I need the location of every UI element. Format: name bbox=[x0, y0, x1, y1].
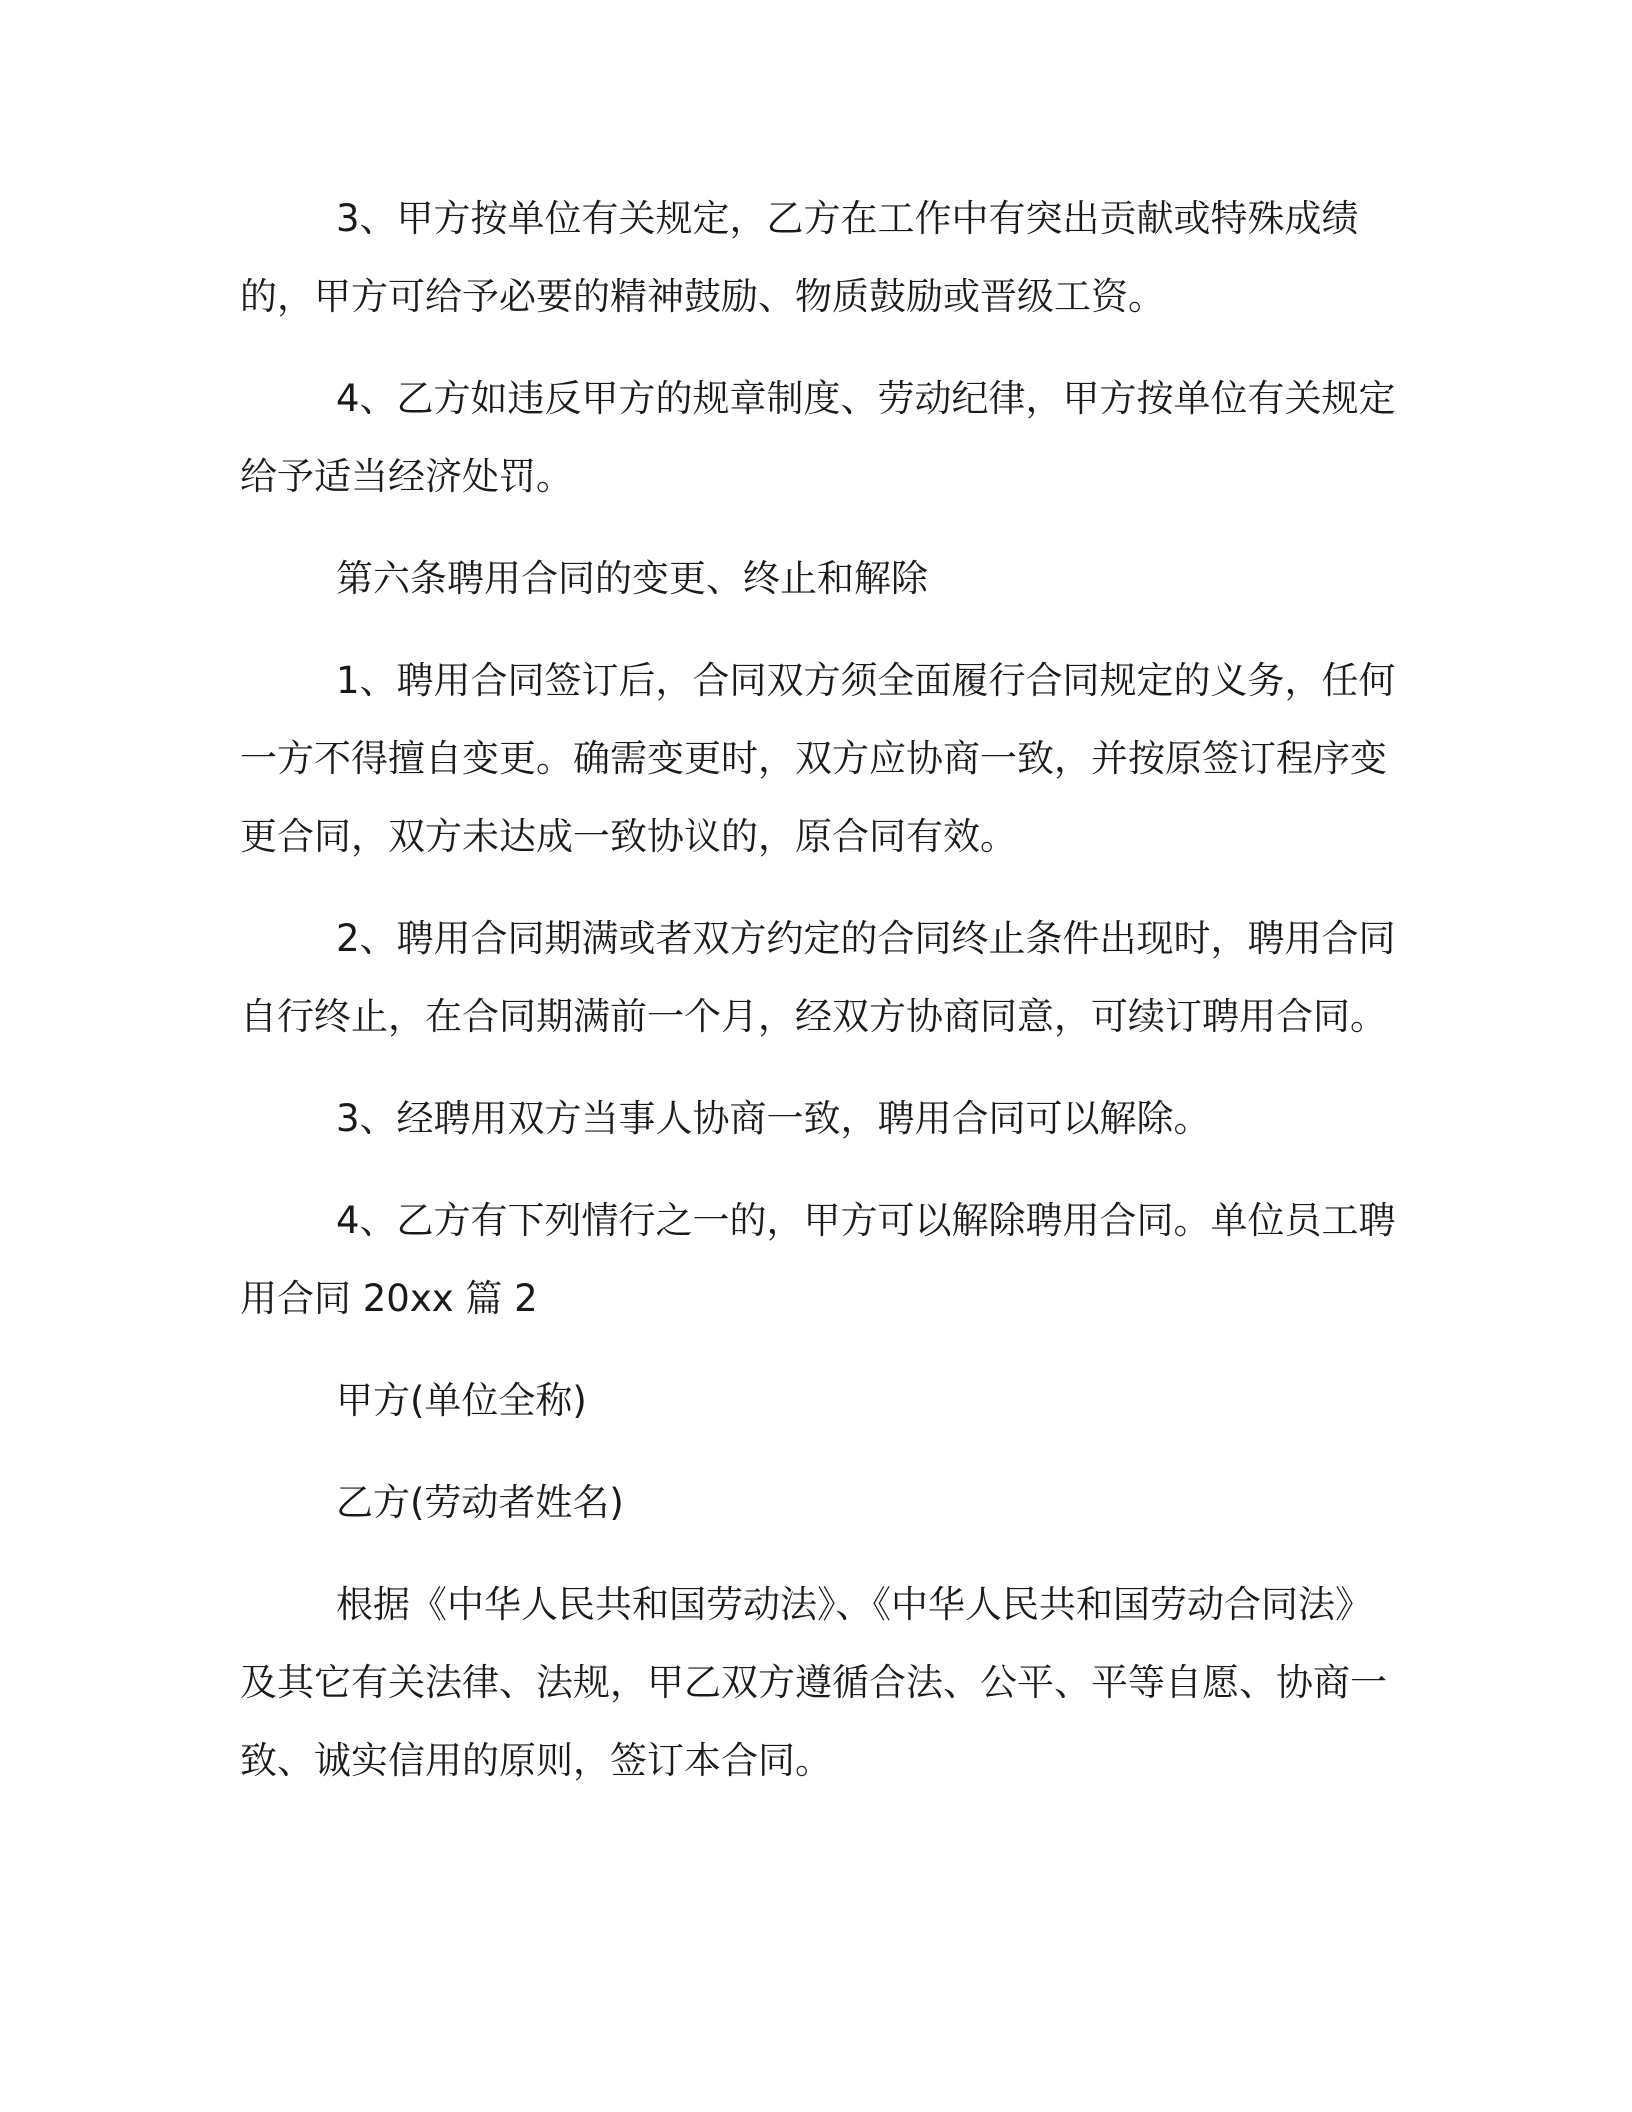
party-b-line: 乙方(劳动者姓名) bbox=[336, 1481, 624, 1524]
paragraph-clause-6-1: 1、聘用合同签订后，合同双方须全面履行合同规定的义务，任何一方不得擅自变更。确需变更时，双方应协商一致，并按原签订程序变更合同，双方未达成一致协议的，原合同有效。 bbox=[240, 659, 1396, 858]
document-body bbox=[240, 180, 1400, 1824]
paragraph-clause-6-3: 3、经聘用双方当事人协商一致，聘用合同可以解除。 bbox=[336, 1097, 1211, 1140]
party-a-line: 甲方(单位全称) bbox=[336, 1379, 587, 1422]
paragraph-clause-5-3: 3、甲方按单位有关规定，乙方在工作中有突出贡献或特殊成绩的，甲方可给予必要的精神鼓励、物质鼓励或晋级工资。 bbox=[240, 197, 1359, 318]
section-heading-article-6: 第六条聘用合同的变更、终止和解除 bbox=[336, 557, 928, 600]
paragraph-clause-5-4: 4、乙方如违反甲方的规章制度、劳动纪律，甲方按单位有关规定给予适当经济处罚。 bbox=[240, 377, 1396, 498]
paragraph-clause-6-2: 2、聘用合同期满或者双方约定的合同终止条件出现时，聘用合同自行终止，在合同期满前一个月，经双方协商同意，可续订聘用合同。 bbox=[240, 917, 1396, 1038]
paragraph-clause-6-4: 4、乙方有下列情行之一的，甲方可以解除聘用合同。单位员工聘用合同 20xx 篇 2 bbox=[240, 1199, 1396, 1320]
paragraph-legal-basis: 根据《中华人民共和国劳动法》、《中华人民共和国劳动合同法》及其它有关法律、法规，甲乙双方遵循合法、公平、平等自愿、协商一致、诚实信用的原则，签订本合同。 bbox=[240, 1583, 1387, 1782]
